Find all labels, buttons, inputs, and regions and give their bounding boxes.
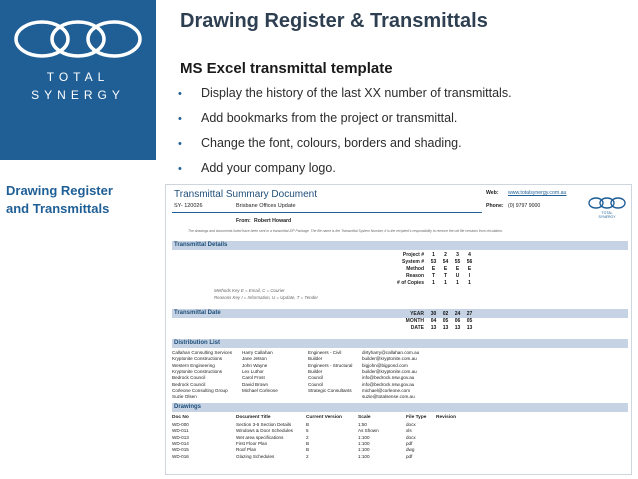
slide-title: Drawing Register & Transmittals — [180, 10, 488, 32]
distribution-cell: Council — [308, 375, 324, 381]
drawing-cell: 2 — [306, 434, 309, 440]
distribution-email: bigjohn@bigpond.com — [362, 362, 408, 368]
detail-cell: U — [455, 273, 460, 279]
bullet-item: • Change the font, colours, borders and shading. — [178, 136, 462, 150]
drawing-column-header: Doc No — [172, 415, 189, 420]
transmittal-sheet-preview — [165, 184, 632, 475]
distribution-cell: Builder — [308, 356, 323, 362]
transmittal-note: The drawings and documents listed have been sent in a transmittal ZIP Package. The file name is the Transmittal System Number, it is the recipient's responsibility to remove the old file versions from circulation. — [188, 229, 503, 233]
drawing-cell: Wet area specifications — [236, 434, 284, 440]
drawing-column-header: Scale — [358, 415, 371, 420]
detail-cell: 1 — [432, 252, 435, 258]
detail-label: # of Copies — [397, 280, 424, 286]
detail-cell: E — [455, 266, 460, 272]
drawing-cell: WD-013 — [172, 434, 189, 440]
from-label: From: — [236, 218, 251, 224]
date-cell: 13 — [454, 325, 461, 331]
drawing-cell: WD-011 — [172, 428, 189, 434]
logo-block — [0, 0, 156, 160]
distribution-email: dirtyharry@callahan.com.au — [362, 350, 420, 355]
title-divider — [172, 212, 482, 213]
sheet-logo-text-2: SYNERGY — [598, 215, 616, 219]
distribution-email: info@bedrock.nsw.gov.au — [362, 375, 415, 381]
drawing-cell: pdf — [406, 453, 413, 459]
date-cell: 13 — [466, 325, 473, 331]
drawings-header: Drawings — [172, 403, 628, 412]
distribution-cell: Jane Jetson — [242, 356, 267, 362]
detail-cell: 3 — [456, 252, 459, 258]
phone-value: (0) 9797 9000 — [508, 203, 541, 209]
drawing-cell: WD-016 — [172, 453, 189, 459]
detail-cell: T — [431, 273, 436, 279]
distribution-cell: Michael Corleone — [242, 387, 278, 393]
date-cell: 27 — [466, 311, 473, 317]
transmittal-details-header: Transmittal Details — [172, 241, 628, 250]
detail-cell: E — [467, 266, 472, 272]
detail-cell: I — [468, 273, 471, 279]
detail-cell: 2 — [444, 252, 447, 258]
bullet-item: • Add bookmarks from the project or transmittal. — [178, 111, 458, 125]
slide-subtitle: MS Excel transmittal template — [180, 60, 393, 77]
sheet-logo-icon — [586, 195, 628, 219]
distribution-cell: Builder — [308, 368, 323, 374]
drawing-column-header: File Type — [406, 415, 427, 420]
drawing-cell: docx — [406, 422, 416, 427]
date-label: MONTH — [405, 318, 424, 324]
detail-cell: 1 — [432, 280, 435, 286]
logo-text-total: TOTAL — [46, 70, 110, 84]
detail-cell: T — [443, 273, 448, 279]
sheet-title: Transmittal Summary Document — [174, 189, 317, 200]
distribution-cell: Callahan Consulting Services — [172, 350, 233, 355]
date-cell: 05 — [442, 318, 449, 324]
drawing-cell: Glazing Schedules — [236, 453, 275, 459]
date-label: YEAR — [410, 311, 424, 317]
drawing-cell: WD-000 — [172, 422, 189, 427]
distribution-email: builder@kryptonite.com.au — [362, 368, 417, 374]
detail-cell: 1 — [456, 280, 459, 286]
section-label — [0, 160, 156, 230]
logo-rings-icon — [0, 6, 156, 76]
bullet-item: • Display the history of the last XX number of transmittals. — [178, 86, 512, 100]
detail-cell: 4 — [468, 252, 471, 258]
project-name: Brisbane Offices Update — [236, 203, 296, 209]
drawing-cell: 1:100 — [358, 453, 370, 459]
drawing-cell: xls — [406, 428, 412, 434]
bullet-icon: • — [178, 163, 182, 175]
distribution-email: michael@corleone.com — [362, 387, 411, 393]
distribution-email: builder@kryptonite.com.au — [362, 356, 417, 362]
drawing-cell: pdf — [406, 440, 413, 446]
distribution-cell: Suzie Olsen — [172, 394, 197, 400]
bullet-icon: • — [178, 113, 182, 125]
drawing-cell: Roof Plan — [236, 447, 257, 453]
bullet-icon: • — [178, 138, 182, 150]
detail-cell: 54 — [442, 259, 449, 265]
distribution-cell: Engineers - Structural — [308, 362, 353, 368]
bullet-list — [178, 86, 512, 186]
date-label: DATE — [410, 325, 424, 331]
drawing-cell: Windows & Door Schedules — [236, 428, 293, 434]
distribution-cell: Kryptonite Constructions — [172, 356, 223, 362]
reasons-key: Reasons Key I = Information, U = Update, T = Tender — [214, 295, 318, 300]
drawing-cell: WD-014 — [172, 440, 189, 446]
web-link[interactable]: www.totalsynergy.com.au — [508, 190, 567, 196]
distribution-cell: Harry Callahan — [242, 350, 273, 355]
transmittal-date-header: Transmittal Date — [172, 309, 628, 318]
detail-cell: 55 — [454, 259, 461, 265]
detail-cell: 1 — [444, 280, 447, 286]
detail-label: Reason — [405, 273, 424, 279]
distribution-cell: David Brown — [242, 381, 269, 387]
drawing-cell: dwg — [406, 447, 415, 453]
distribution-cell: Carol Frost — [242, 375, 265, 381]
detail-label: System # — [402, 259, 424, 265]
from-value: Robert Howard — [254, 218, 292, 224]
drawing-cell: As Shown — [358, 428, 379, 434]
distribution-cell: Western Engineering — [172, 362, 215, 368]
distribution-list-header: Distribution List — [172, 339, 628, 348]
section-label-text: Drawing Register and Transmittals — [6, 183, 113, 216]
distribution-cell: Lex Luthor — [242, 368, 264, 374]
detail-cell: 53 — [430, 259, 437, 265]
drawing-cell: 5 — [306, 428, 309, 434]
web-label: Web: — [486, 190, 499, 196]
bullet-icon: • — [178, 88, 182, 100]
drawing-cell: 1:100 — [358, 447, 370, 453]
distribution-cell: Kryptonite Constructions — [172, 368, 223, 374]
distribution-cell: Corleone Consulting Group — [172, 387, 228, 393]
drawing-column-header: Current Version — [306, 415, 342, 420]
drawing-cell: B — [306, 440, 310, 446]
logo-text-synergy: SYNERGY — [31, 88, 125, 102]
distribution-cell: Strategic Consultants — [308, 387, 352, 393]
methods-key: Methods Key E = Email, C = Courier — [214, 288, 285, 293]
detail-cell: 56 — [466, 259, 473, 265]
drawing-cell: docx — [406, 434, 416, 440]
drawing-cell: First Floor Plan — [236, 440, 268, 446]
sheet-logo-text: TOTAL — [601, 211, 613, 215]
distribution-cell: Council — [308, 381, 324, 387]
drawing-cell: 1:100 — [358, 434, 370, 440]
doc-number: SY- 120026 — [174, 203, 203, 209]
drawing-cell: Section 3-6 Section Details — [236, 422, 292, 427]
detail-cell: 1 — [468, 280, 471, 286]
date-cell: 30 — [430, 311, 437, 317]
distribution-cell: Bedrock Council — [172, 381, 206, 387]
sidebar — [0, 0, 156, 479]
drawing-cell: 1:100 — [358, 440, 370, 446]
drawing-cell: B — [306, 447, 310, 453]
drawing-cell: WD-015 — [172, 447, 189, 453]
drawing-cell: B — [306, 422, 310, 427]
drawing-column-header: Document Title — [236, 415, 271, 420]
drawing-cell: 1:50 — [358, 422, 367, 427]
date-cell: 06 — [454, 318, 461, 324]
date-cell: 04 — [430, 318, 437, 324]
phone-label: Phone: — [486, 203, 504, 209]
drawing-cell: 2 — [306, 453, 309, 459]
date-cell: 13 — [430, 325, 437, 331]
detail-label: Method — [406, 266, 424, 272]
detail-cell: E — [431, 266, 436, 272]
date-cell: 02 — [442, 311, 449, 317]
distribution-cell: Bedrock Council — [172, 375, 206, 381]
bullet-item: • Add your company logo. — [178, 161, 336, 175]
detail-label: Project # — [402, 252, 424, 258]
distribution-cell: Engineers - Civil — [308, 350, 342, 355]
detail-cell: E — [443, 266, 448, 272]
distribution-email: suzie@totalsense.com.au — [362, 394, 415, 400]
date-cell: 13 — [442, 325, 449, 331]
distribution-email: info@bedrock.nsw.gov.au — [362, 381, 415, 387]
date-cell: 05 — [466, 318, 473, 324]
distribution-cell: John Wayne — [242, 362, 268, 368]
date-cell: 24 — [454, 311, 461, 317]
drawing-column-header: Revision — [436, 415, 456, 420]
